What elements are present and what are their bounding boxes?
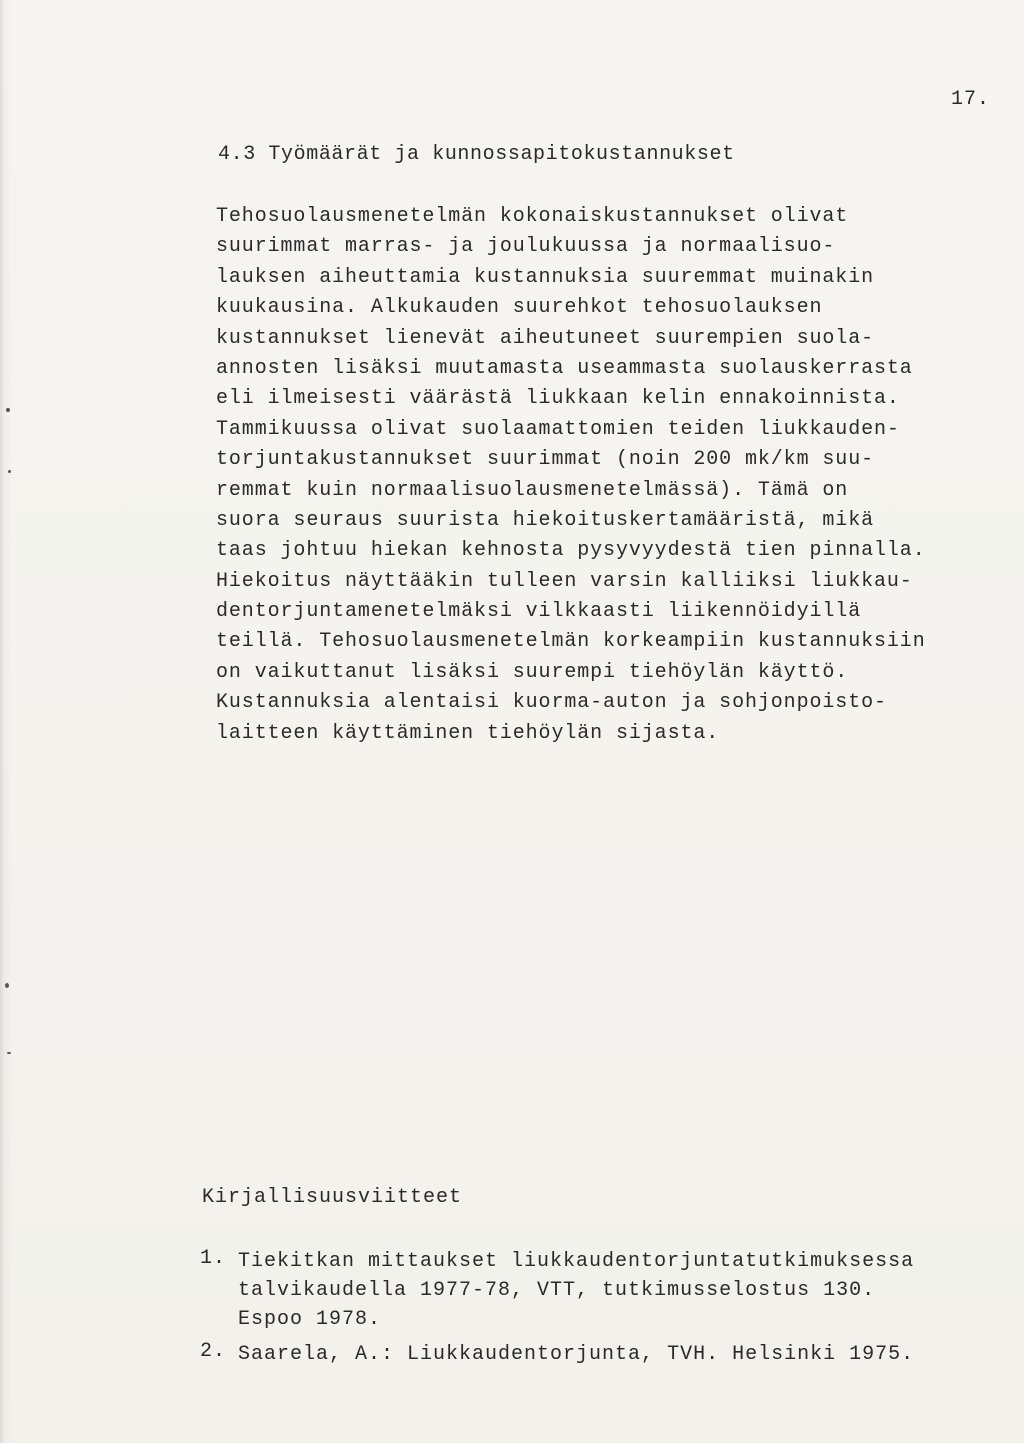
body-line: torjuntakustannukset suurimmat (noin 200 mk/km suu-: [216, 448, 874, 472]
body-line: annosten lisäksi muutamasta useammasta suolauskerrasta: [216, 356, 913, 380]
body-line: remmat kuin normaalisuolausmenetelmässä). Tämä on: [216, 478, 849, 502]
reference-item: [200, 1247, 914, 1334]
scan-speck: [6, 408, 10, 412]
body-line: lauksen aiheuttamia kustannuksia suuremmat muinakin: [216, 265, 874, 289]
references-list: [200, 1247, 914, 1375]
body-line: Kustannuksia alentaisi kuorma-auton ja sohjonpoisto-: [216, 691, 887, 715]
body-line: taas johtuu hiekan kehnosta pysyvyydestä tien pinnalla.: [216, 539, 926, 563]
body-line: Hiekoitus näyttääkin tulleen varsin kalliiksi liukkau-: [216, 569, 913, 593]
reference-line: talvikaudella 1977-78, VTT, tutkimusselostus 130.: [238, 1279, 876, 1302]
page-number: 17.: [951, 88, 991, 111]
body-line: Tammikuussa olivat suolaamattomien teiden liukkauden-: [216, 417, 900, 441]
body-line: eli ilmeisesti väärästä liukkaan kelin ennakoinnista.: [216, 387, 900, 411]
body-line: on vaikuttanut lisäksi suurempi tiehöylän käyttö.: [216, 660, 849, 684]
body-paragraph: [216, 202, 926, 749]
body-line: Tehosuolausmenetelmän kokonaiskustannukset olivat: [216, 205, 849, 228]
body-line: kustannukset lienevät aiheutuneet suurempien suola-: [216, 326, 874, 350]
section-heading: 4.3 Työmäärät ja kunnossapitokustannukset: [218, 143, 735, 166]
reference-line: Saarela, A.: Liukkaudentorjunta, TVH. Helsinki 1975.: [238, 1343, 915, 1366]
reference-line: Espoo 1978.: [238, 1308, 382, 1331]
reference-item: [200, 1340, 914, 1369]
body-line: suurimmat marras- ja joulukuussa ja normaalisuo-: [216, 235, 836, 259]
reference-number: 2.: [200, 1340, 227, 1363]
scan-speck: [8, 470, 11, 473]
body-line: kuukausina. Alkukauden suurehkot tehosuolauksen: [216, 296, 823, 320]
reference-number: 1.: [200, 1247, 227, 1270]
scan-speck: [5, 983, 9, 988]
references-heading: Kirjallisuusviitteet: [202, 1186, 463, 1209]
body-line: teillä. Tehosuolausmenetelmän korkeampiin kustannuksiin: [216, 630, 926, 654]
body-line: suora seuraus suurista hiekoituskertamääristä, mikä: [216, 508, 874, 532]
body-line: laitteen käyttäminen tiehöylän sijasta.: [216, 721, 720, 745]
body-line: dentorjuntamenetelmäksi vilkkaasti liikennöidyillä: [216, 600, 862, 624]
reference-line: Tiekitkan mittaukset liukkaudentorjuntatutkimuksessa: [238, 1250, 915, 1273]
scan-speck: [7, 1052, 11, 1054]
